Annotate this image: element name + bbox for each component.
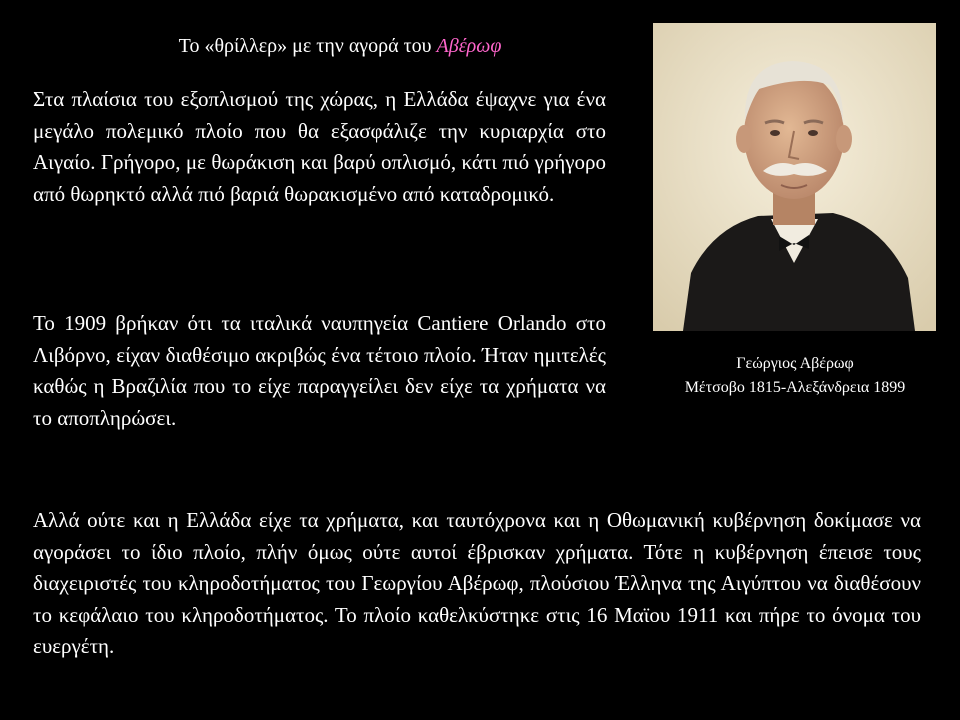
portrait-image	[653, 23, 936, 331]
portrait-photo	[653, 23, 936, 331]
slide-title-text: Το «θρίλλερ» με την αγορά του	[178, 35, 437, 57]
paragraph-search: Στα πλαίσια του εξοπλισμού της χώρας, η Ελλάδα έψαχνε για ένα μεγάλο πολεμικό πλοίο που θα εξασφάλιζε την κυριαρχία στο Αιγαίο. Γρήγορο, με θωράκιση και βαρύ οπλισμό, κάτι πιό γρήγορο από θωρηκτό αλλά πιό βαριά θωρακισμένο από καταδρομικό.	[33, 87, 606, 206]
slide-title-name: Αβέρωφ	[436, 35, 502, 57]
caption-name: Γεώργιος Αβέρωφ	[736, 355, 854, 372]
paragraph-funding: Αλλά ούτε και η Ελλάδα είχε τα χρήματα, και ταυτόχρονα και η Οθωμανική κυβέρνηση δοκίμασε να αγοράσει το ίδιο πλοίο, πλήν όμως ούτε αυτοί έβρισκαν χρήματα. Τότε η κυβέρνηση έπεισε τους διαχειριστές του κληροδοτήματος του Γεωργίου Αβέρωφ, πλούσιου Έλληνα της Αιγύπτου να διαθέσουν το κεφάλαιο του κληροδοτήματος. Το πλοίο καθελκύστηκε στις 16 Μαϊου 1911 και πήρε το όνομα του ευεργέτη.	[33, 508, 921, 658]
slide-title	[60, 33, 620, 59]
portrait-caption	[636, 352, 954, 400]
paragraph-orlando: Το 1909 βρήκαν ότι τα ιταλικά ναυπηγεία Cantiere Orlando στο Λιβόρνο, είχαν διαθέσιμο ακριβώς ένα τέτοιο πλοίο. Ήταν ημιτελές καθώς η Βραζιλία που το είχε παραγγείλει δεν είχε τα χρήματα να το αποπληρώσει.	[33, 311, 606, 430]
caption-dates: Μέτσοβο 1815-Αλεξάνδρεια 1899	[684, 379, 906, 396]
